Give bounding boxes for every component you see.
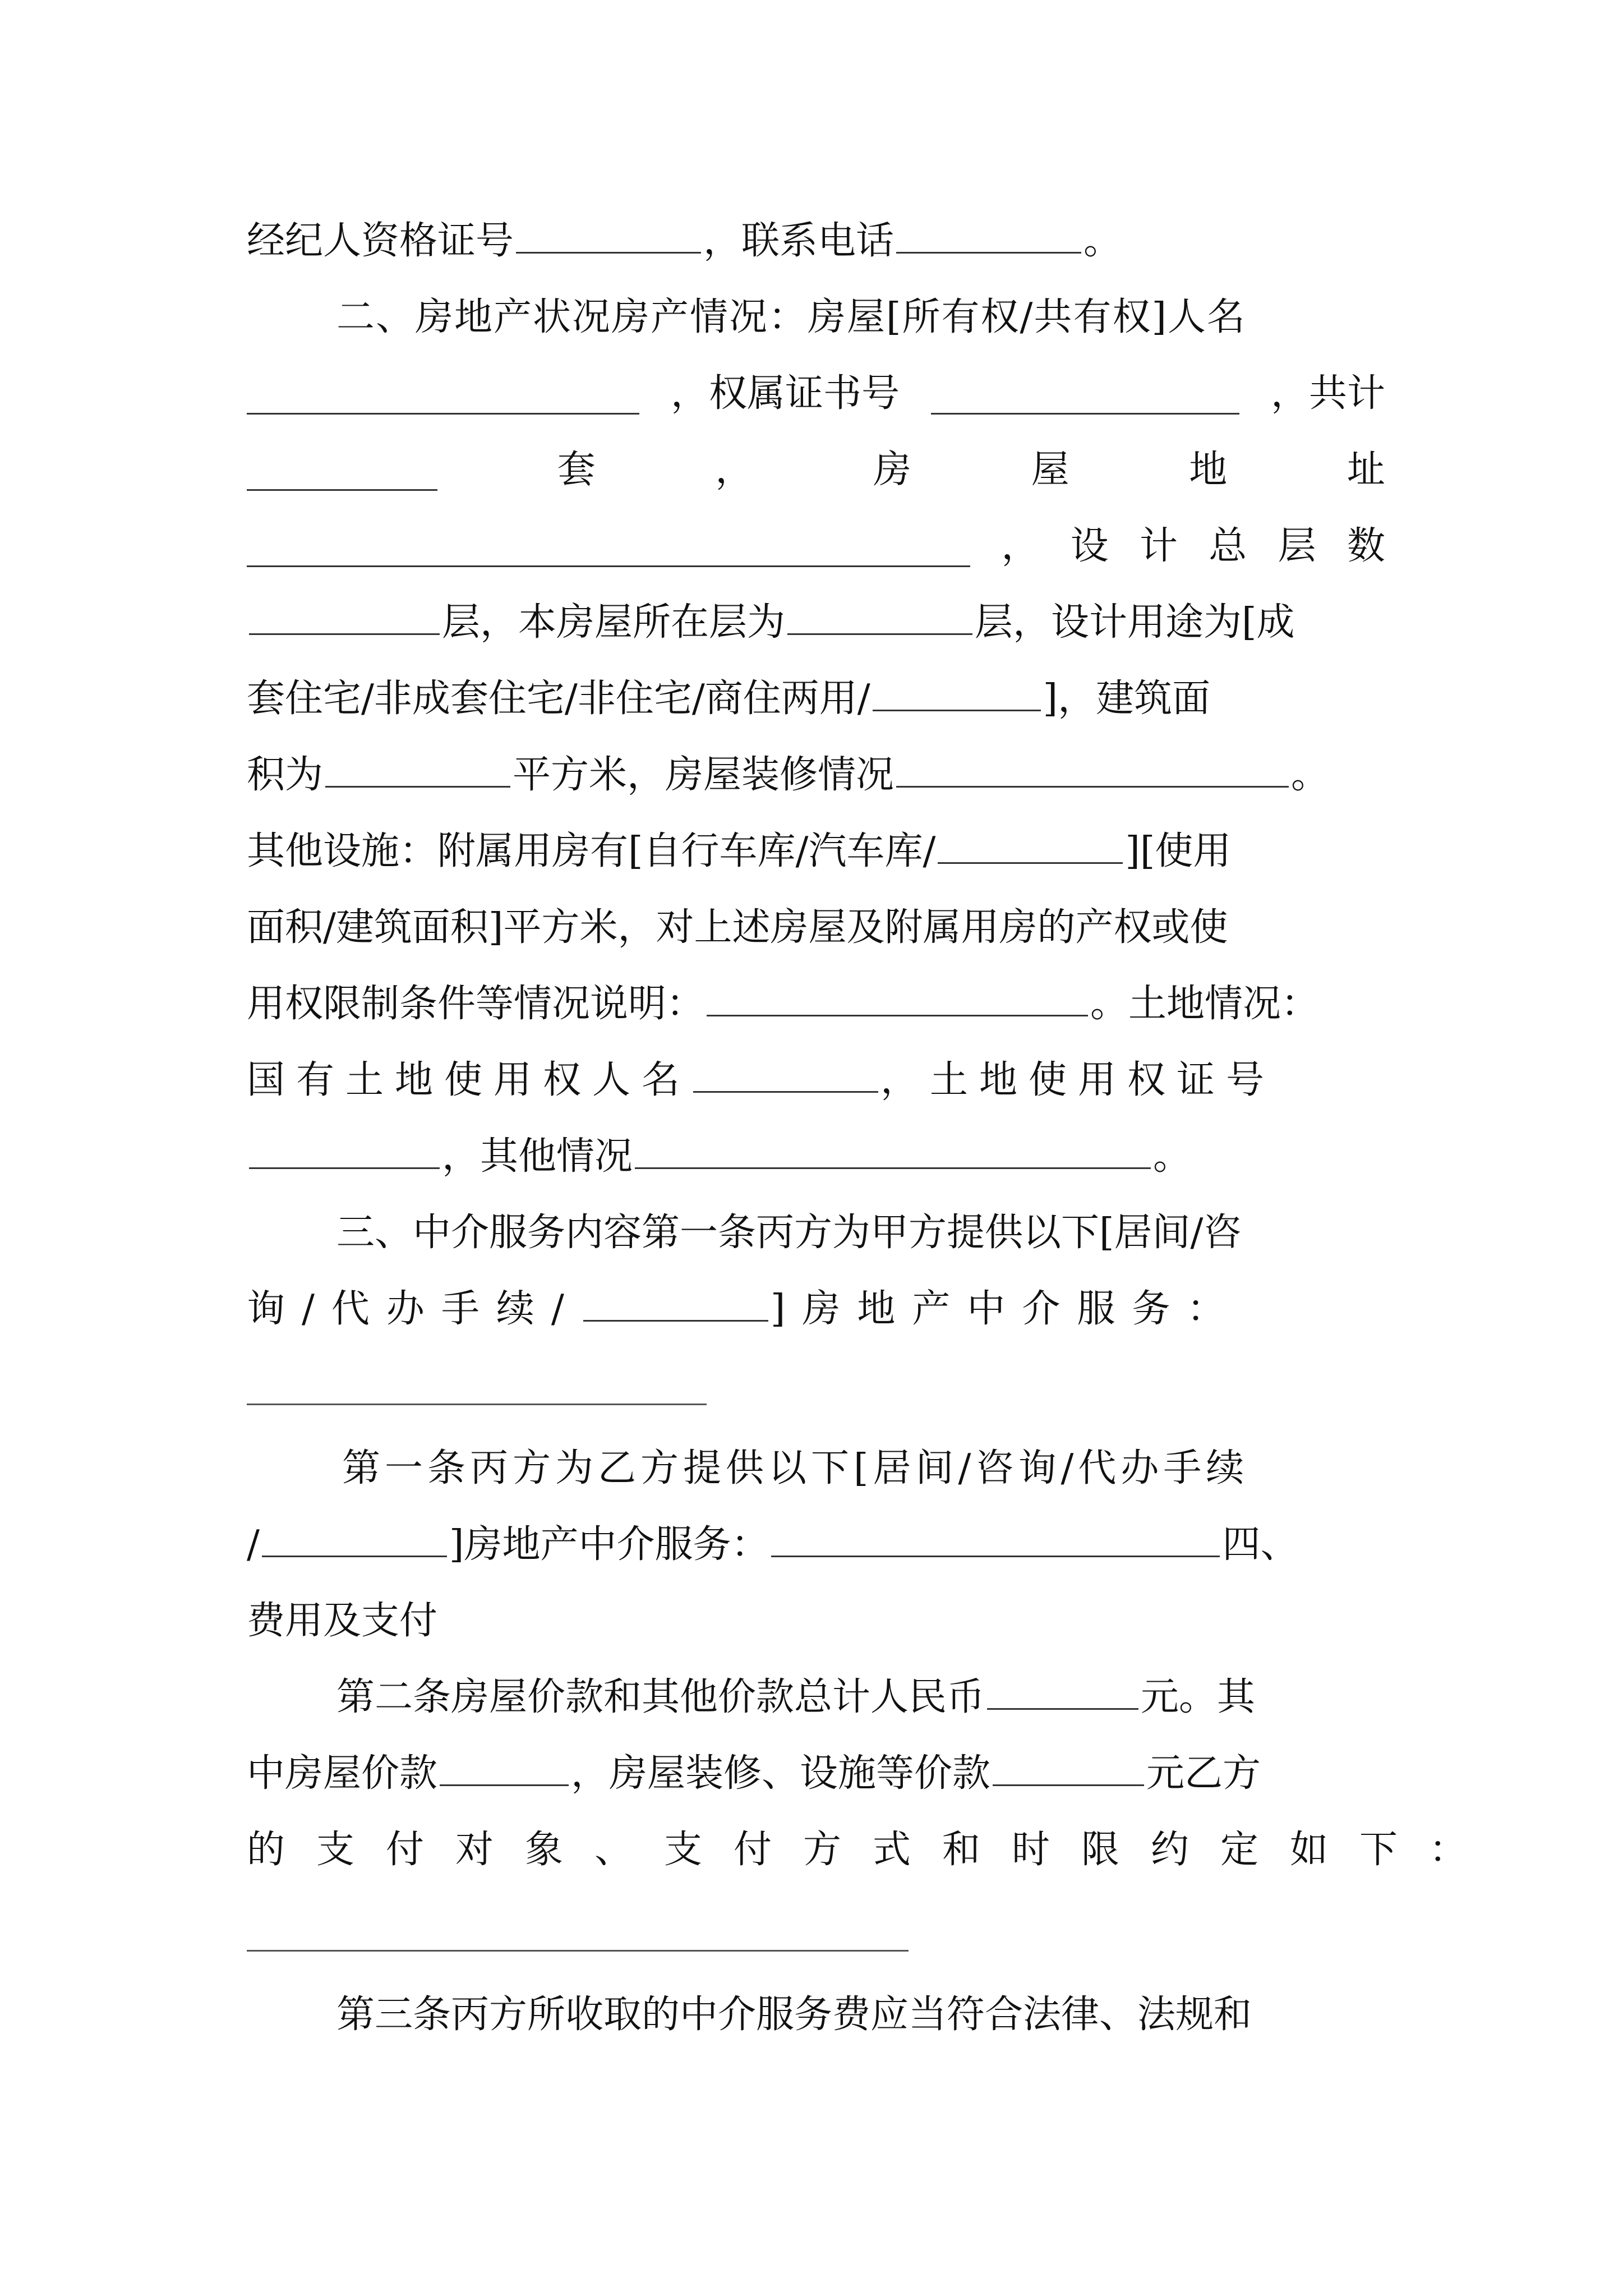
area-prefix: 积为 — [247, 753, 324, 797]
decoration-price-label: ，房屋装修、设施等价款 — [571, 1751, 991, 1796]
land-owner-blank — [693, 1052, 878, 1093]
text-line — [247, 668, 1385, 730]
text-line — [247, 1742, 1385, 1805]
total-price-label: 第二条房屋价款和其他价款总计人民币 — [336, 1675, 985, 1719]
text-line — [247, 515, 1385, 578]
floor-label: 层，本房屋所在层为 — [442, 600, 786, 645]
house-price-label: 中房屋价款 — [247, 1751, 438, 1796]
section-four-start: 四、 — [1222, 1522, 1299, 1567]
punct: 。 — [1153, 1134, 1192, 1179]
other-label: ，其他情况 — [442, 1134, 633, 1179]
text-line — [247, 1049, 1385, 1112]
text-line — [247, 1278, 1385, 1341]
decoration-blank — [896, 747, 1289, 788]
land-status-label: 。土地情况： — [1090, 982, 1320, 1026]
text-line — [247, 744, 1424, 807]
text-line — [336, 1984, 1385, 2046]
answer-rule — [247, 1950, 909, 1952]
land-owner-label: 国有土地使用权人名 — [247, 1058, 691, 1102]
char: 计 — [1139, 524, 1178, 568]
text-line — [247, 1590, 1385, 1653]
text-line — [247, 1513, 1385, 1576]
article-one-b: 第一条丙方为乙方提供以下[居间/咨询/代办手续 — [342, 1446, 1249, 1490]
service-label-b: ]房地产中介服务： — [449, 1522, 769, 1567]
unit-count-blank — [247, 450, 437, 491]
service-options: 询/代办手续/ — [247, 1287, 581, 1331]
text-line — [247, 973, 1385, 1036]
house-price-blank — [440, 1745, 569, 1786]
usage-options: 套住宅/非成套住宅/非住宅/商住两用/ — [247, 677, 870, 721]
property-status-text: 二、房地产状况房产情况：房屋[所有权/共有权]人名 — [336, 295, 1246, 339]
text-line — [342, 1437, 1385, 1500]
text-line — [247, 1125, 1385, 1188]
facilities-blank — [938, 823, 1123, 864]
char: 总 — [1209, 524, 1247, 568]
phone-blank — [896, 213, 1081, 254]
text-line — [247, 591, 1385, 654]
char: 房 — [873, 448, 911, 492]
char: 设 — [1070, 524, 1109, 568]
text-line — [247, 820, 1385, 883]
text-line — [247, 1819, 1499, 1881]
text-line — [247, 362, 1385, 425]
decoration-price-blank — [993, 1745, 1144, 1786]
payer-label: 元乙方 — [1146, 1751, 1261, 1796]
char: 套 — [557, 448, 596, 492]
service-other-blank — [583, 1281, 768, 1322]
owner-name-blank — [247, 374, 639, 415]
agent-cert-blank — [516, 213, 701, 254]
punct: 。 — [1083, 219, 1122, 263]
decoration-label: 平方米，房屋装修情况 — [513, 753, 895, 797]
facilities-label: 其他设施：附属用房有[自行车库/汽车库/ — [247, 829, 936, 873]
title-cert-label: ，权属证书号 — [670, 371, 900, 416]
service-content-text: 三、中介服务内容第一条丙方为甲方提供以下[居间/咨 — [336, 1211, 1242, 1255]
text-line — [247, 439, 1385, 501]
section-three-heading — [336, 1202, 1385, 1264]
service-blank-b — [771, 1516, 1220, 1557]
restriction-blank — [707, 976, 1088, 1016]
article-three-text: 第三条丙方所收取的中介服务费应当符合法律、法规和 — [336, 1993, 1252, 2037]
yuan-label: 元。其 — [1141, 1675, 1256, 1719]
total-label: ，共计 — [1270, 371, 1385, 416]
other-blank — [635, 1128, 1151, 1169]
char: ， — [1001, 524, 1040, 568]
total-price-blank — [987, 1669, 1138, 1710]
phone-label: ，联系电话 — [703, 219, 895, 263]
usage-label: 层，设计用途为[成 — [975, 600, 1295, 645]
text-line — [336, 1666, 1385, 1729]
floor-blank — [787, 594, 972, 635]
slash: / — [247, 1522, 260, 1567]
punct: 。 — [1291, 753, 1330, 797]
char: 地 — [1189, 448, 1228, 492]
usage-other-blank — [873, 670, 1041, 711]
address-blank — [247, 526, 970, 567]
area-label: ]，建筑面 — [1043, 677, 1211, 721]
char: 屋 — [1031, 448, 1069, 492]
usage-area-label: ][使用 — [1125, 829, 1232, 873]
title-cert-blank — [931, 374, 1239, 415]
total-floors-blank — [249, 594, 440, 635]
service-other-blank-b — [262, 1516, 447, 1557]
restriction-label: 用权限制条件等情况说明： — [247, 982, 705, 1026]
char: 址 — [1347, 448, 1385, 492]
char: 数 — [1347, 524, 1385, 568]
text-line — [247, 210, 1385, 273]
char: ， — [715, 448, 754, 492]
service-label: ]房地产中介服务： — [770, 1287, 1242, 1331]
section-two-heading — [336, 286, 1385, 349]
land-cert-blank — [249, 1128, 440, 1169]
char: 层 — [1278, 524, 1316, 568]
area-rights-text: 面积/建筑面积]平方米，对上述房屋及附属用房的产权或使 — [247, 905, 1228, 950]
agent-cert-label: 经纪人资格证号 — [247, 219, 514, 263]
payment-terms-label: 的支付对象、支付方式和时限约定如下： — [247, 1828, 1499, 1872]
land-cert-label: ，土地使用权证号 — [880, 1058, 1276, 1102]
fees-heading: 费用及支付 — [247, 1599, 438, 1643]
answer-rule — [247, 1404, 707, 1405]
area-blank — [325, 747, 510, 788]
text-line — [247, 896, 1385, 959]
